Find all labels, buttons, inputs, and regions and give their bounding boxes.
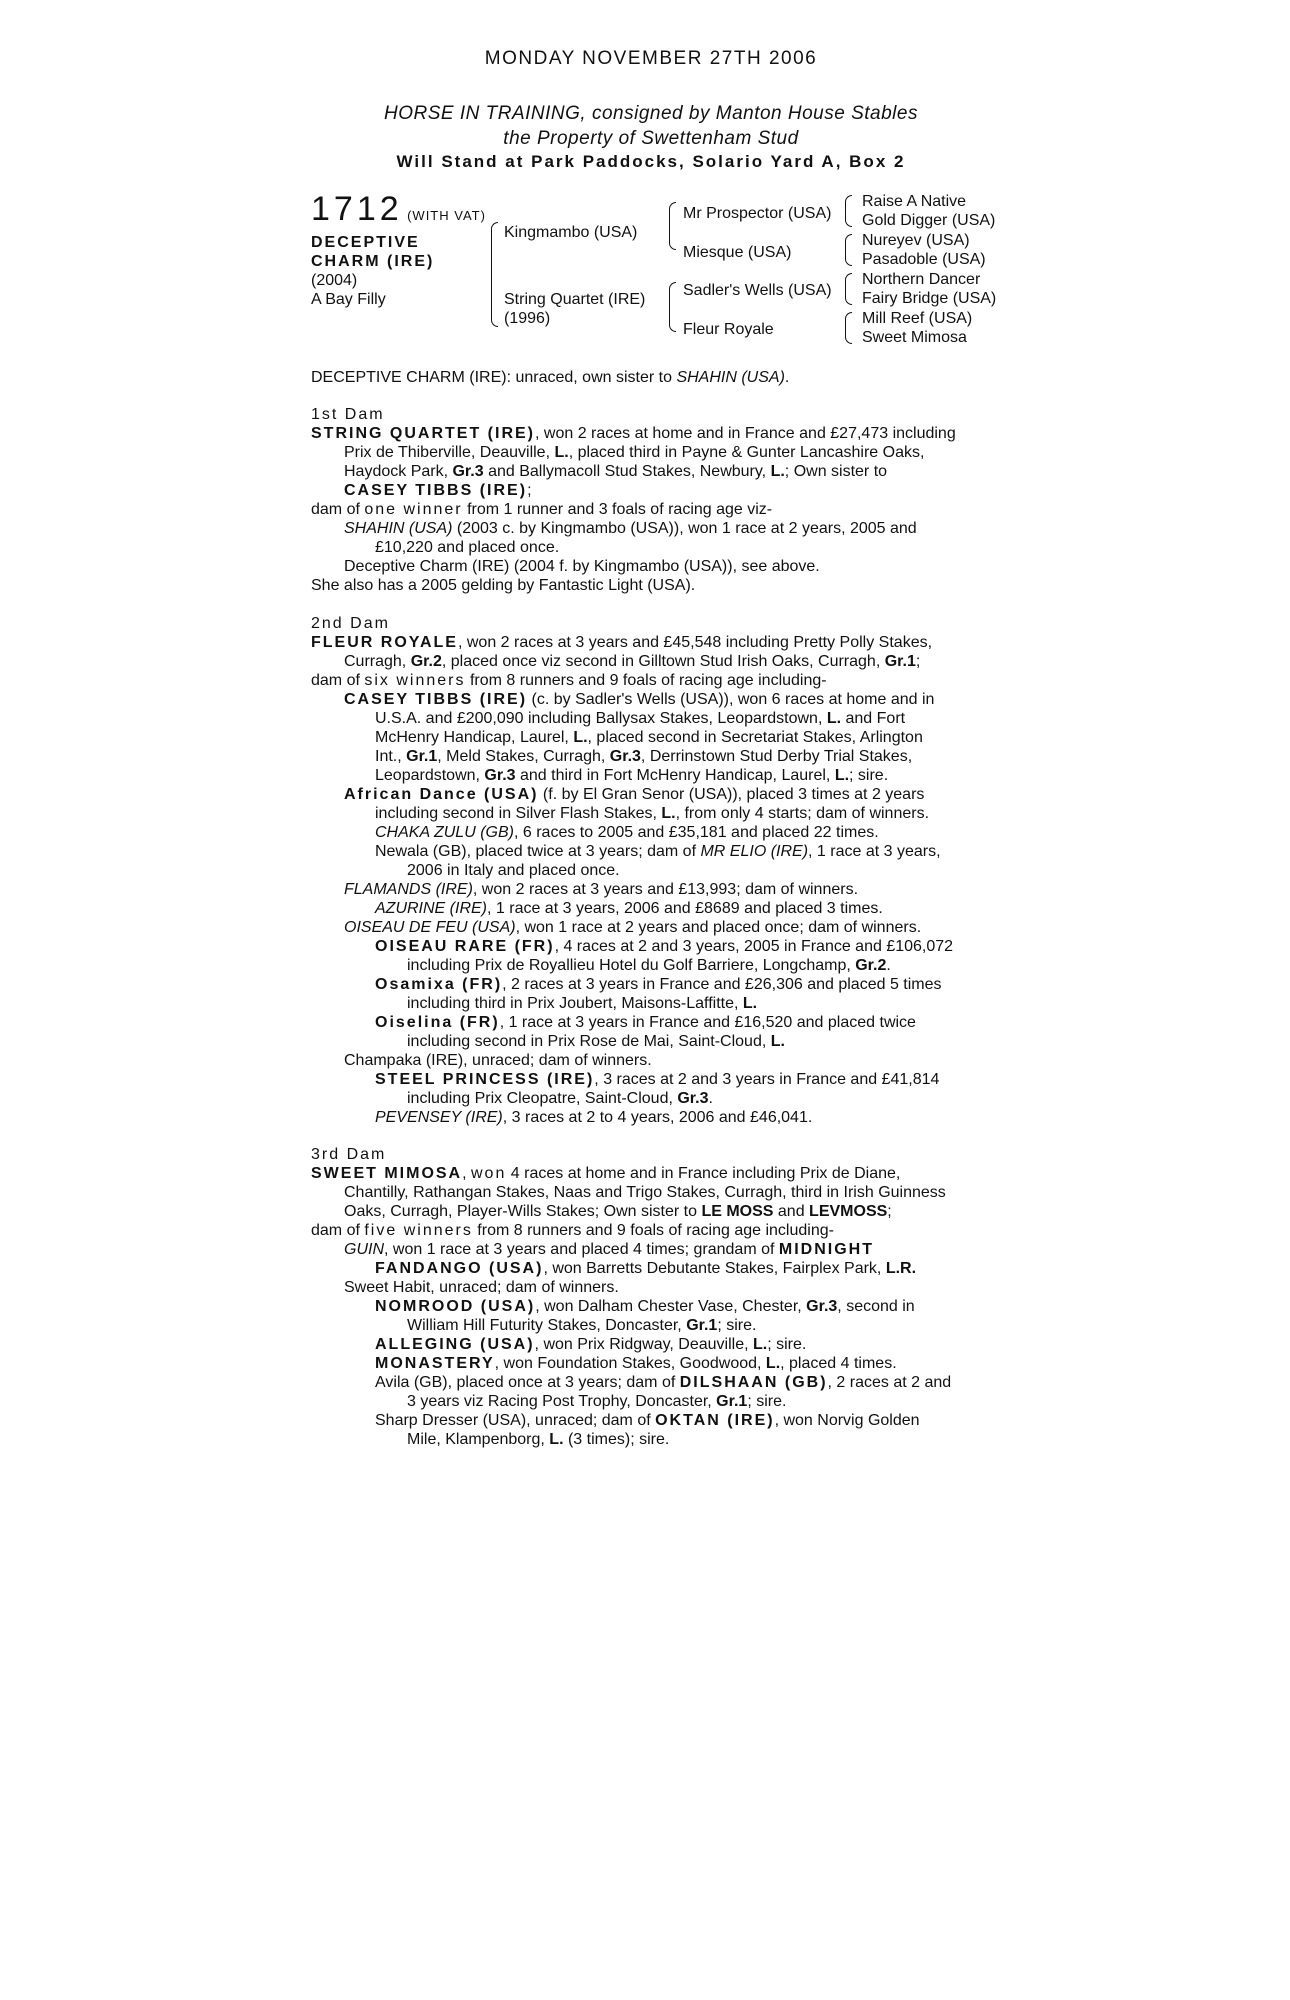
progeny-name: MR ELIO (IRE) xyxy=(700,843,809,860)
text-fragment: . xyxy=(886,957,891,974)
text-line xyxy=(311,633,996,652)
third-dam-section xyxy=(311,1145,996,1449)
text-fragment: (c. by Sadler's Wells (USA)), won 6 races at home and in xyxy=(527,691,935,708)
race-grade: L. xyxy=(753,1336,768,1353)
consignment-line: HORSE IN TRAINING, consigned by Manton House Stables xyxy=(384,103,918,124)
text-line: Chantilly, Rathangan Stakes, Naas and Trigo Stakes, Curragh, third in Irish Guinness xyxy=(344,1184,946,1201)
text-line xyxy=(311,1392,996,1411)
text-fragment: ; sire. xyxy=(717,1317,757,1334)
text-fragment: , 3 races at 2 to 4 years, 2006 and £46,041. xyxy=(502,1109,813,1126)
sire-line-brace xyxy=(669,202,676,250)
race-grade: L. xyxy=(661,805,676,822)
dam-dam-sire: Mill Reef (USA) xyxy=(862,310,973,327)
text-line xyxy=(311,804,996,823)
text-fragment: , 2 races at 3 years in France and £26,306 and placed 5 times xyxy=(502,976,942,993)
text-line xyxy=(311,1070,996,1089)
text-fragment: Int., xyxy=(375,748,407,765)
text-fragment: , 1 race at 3 years in France and £16,520 and placed twice xyxy=(499,1014,916,1031)
text-fragment: from 8 runners and 9 foals of racing age including- xyxy=(465,672,827,689)
text-line xyxy=(311,1411,996,1430)
progeny-name: CHAKA ZULU (GB) xyxy=(375,824,514,841)
text-line xyxy=(311,1354,996,1373)
sire-dam: Miesque (USA) xyxy=(683,244,792,261)
horse-name-line2: CHARM (IRE) xyxy=(311,253,435,270)
foaling-year: (2004) xyxy=(311,272,358,289)
dam-line-brace xyxy=(669,282,676,332)
race-grade: L. xyxy=(826,710,842,727)
intro-text: DECEPTIVE CHARM (IRE): unraced, own sister to xyxy=(311,369,677,386)
text-fragment: Prix de Thiberville, Deauville, xyxy=(344,444,555,461)
relative-name: MIDNIGHT xyxy=(778,1241,874,1258)
race-grade: L. xyxy=(554,444,569,461)
text-fragment: dam of xyxy=(311,1222,365,1239)
text-line xyxy=(311,481,996,500)
race-grade: Gr.1 xyxy=(406,748,438,765)
relative-name: CASEY TIBBS (IRE) xyxy=(344,482,528,499)
text-fragment: including Prix de Royallieu Hotel du Golf Barriere, Longchamp, xyxy=(407,957,856,974)
text-fragment: and Ballymacoll Stud Stakes, Newbury, xyxy=(483,463,771,480)
text-fragment: , won 2 races at 3 years and £13,993; dam of winners. xyxy=(472,881,859,898)
text-fragment: , Meld Stakes, Curragh, xyxy=(437,748,610,765)
text-line xyxy=(311,1316,996,1335)
race-grade: Gr.3 xyxy=(452,463,484,480)
text-line xyxy=(311,462,996,481)
winners-count: five winners xyxy=(364,1222,473,1239)
text-line xyxy=(311,671,996,690)
text-fragment: , won 2 races at home and in France and £27,473 including xyxy=(535,425,956,442)
dam: String Quartet (IRE) xyxy=(504,291,646,308)
progeny-name: SHAHIN (USA) xyxy=(344,520,453,537)
dam-dam: Fleur Royale xyxy=(683,321,774,338)
text-fragment: ; sire. xyxy=(767,1336,807,1353)
text-fragment: Newala (GB), placed twice at 3 years; dam of xyxy=(375,843,701,860)
sire-dam-dam: Pasadoble (USA) xyxy=(862,251,986,268)
text-fragment: including third in Prix Joubert, Maisons-Laffitte, xyxy=(407,995,743,1012)
intro-end: . xyxy=(784,369,790,386)
text-line xyxy=(311,747,996,766)
text-line xyxy=(311,1202,996,1221)
text-line xyxy=(311,785,996,804)
text-fragment: , placed 4 times. xyxy=(780,1355,897,1372)
text-fragment: from 8 runners and 9 foals of racing age including- xyxy=(472,1222,834,1239)
text-fragment: ; xyxy=(915,653,921,670)
text-fragment: , won Norvig Golden xyxy=(774,1412,920,1429)
progeny-name: OISEAU DE FEU (USA) xyxy=(344,919,516,936)
text-fragment: won xyxy=(471,1165,507,1182)
text-fragment: U.S.A. and £200,090 including Ballysax Stakes, Leopardstown, xyxy=(375,710,827,727)
text-fragment: (f. by El Gran Senor (USA)), placed 3 times at 2 years xyxy=(538,786,925,803)
horse-description: A Bay Filly xyxy=(311,291,386,308)
race-grade: Gr.3 xyxy=(806,1298,838,1315)
dam-name: FLEUR ROYALE xyxy=(311,634,458,651)
text-fragment: , 2 races at 2 and xyxy=(827,1374,952,1391)
text-line xyxy=(311,1108,996,1127)
text-fragment: Haydock Park, xyxy=(344,463,453,480)
text-fragment: ; sire. xyxy=(747,1393,787,1410)
text-line: Deceptive Charm (IRE) (2004 f. by Kingmambo (USA)), see above. xyxy=(344,558,820,575)
text-line xyxy=(311,500,996,519)
text-fragment: dam of xyxy=(311,501,365,518)
text-line: £10,220 and placed once. xyxy=(375,539,560,556)
text-line xyxy=(311,1164,996,1183)
text-fragment: , won Dalham Chester Vase, Chester, xyxy=(535,1298,807,1315)
intro-paragraph xyxy=(311,368,996,387)
race-grade: Gr.3 xyxy=(677,1090,709,1107)
text-line xyxy=(311,1297,996,1316)
text-fragment: , won 1 race at 3 years and placed 4 times; grandam of xyxy=(384,1241,779,1258)
text-fragment: Mile, Klampenborg, xyxy=(407,1431,550,1448)
text-fragment: , 4 races at 2 and 3 years, 2005 in France and £106,072 xyxy=(554,938,954,955)
text-line xyxy=(311,1373,996,1392)
text-line xyxy=(311,766,996,785)
text-line xyxy=(311,424,996,443)
race-grade: Gr.1 xyxy=(686,1317,718,1334)
progeny-name: AZURINE (IRE) xyxy=(375,900,487,917)
text-fragment: including second in Silver Flash Stakes, xyxy=(375,805,662,822)
text-fragment: ; sire. xyxy=(849,767,889,784)
text-fragment: , won 2 races at 3 years and £45,548 including Pretty Polly Stakes, xyxy=(457,634,933,651)
text-line xyxy=(311,842,996,861)
text-fragment: (2003 c. by Kingmambo (USA)), won 1 race at 2 years, 2005 and xyxy=(452,520,917,537)
text-fragment: , 3 races at 2 and 3 years in France and £41,814 xyxy=(594,1071,940,1088)
text-fragment: ; xyxy=(527,482,532,499)
progeny-name: STEEL PRINCESS (IRE) xyxy=(375,1071,595,1088)
text-line xyxy=(311,1221,996,1240)
text-fragment: . xyxy=(708,1090,713,1107)
sire-sire-dam: Gold Digger (USA) xyxy=(862,212,996,229)
generation1-brace xyxy=(491,222,498,327)
text-fragment: , second in xyxy=(837,1298,915,1315)
lot-number: 1712 xyxy=(311,190,403,228)
first-dam-section xyxy=(311,405,996,595)
text-line: 2006 in Italy and placed once. xyxy=(407,862,620,879)
intro-sister: SHAHIN (USA) xyxy=(676,369,785,386)
dam-dam-dam: Sweet Mimosa xyxy=(862,329,967,346)
sire-dam-sire: Nureyev (USA) xyxy=(862,232,970,249)
progeny-name: Oiselina (FR) xyxy=(375,1014,500,1031)
winners-count: one winner xyxy=(364,501,463,518)
third-dam-heading: 3rd Dam xyxy=(311,1146,387,1163)
text-fragment: , Derrinstown Stud Derby Trial Stakes, xyxy=(640,748,913,765)
text-line xyxy=(311,1089,996,1108)
race-grade: L. xyxy=(765,1355,781,1372)
race-grade: L. xyxy=(549,1431,564,1448)
dam-year: (1996) xyxy=(504,310,551,327)
vat-note: (WITH VAT) xyxy=(407,208,486,223)
progeny-name: Osamixa (FR) xyxy=(375,976,503,993)
text-line xyxy=(311,1240,996,1259)
race-grade: Gr.2 xyxy=(410,653,442,670)
text-fragment: Oaks, Curragh, Player-Wills Stakes; Own sister to xyxy=(344,1203,702,1220)
relative-name: LEVMOSS xyxy=(809,1203,888,1220)
text-fragment: McHenry Handicap, Laurel, xyxy=(375,729,574,746)
text-line xyxy=(311,1335,996,1354)
first-dam-heading: 1st Dam xyxy=(311,406,385,423)
text-line: She also has a 2005 gelding by Fantastic Light (USA). xyxy=(311,577,696,594)
text-fragment: , won Prix Ridgway, Deauville, xyxy=(534,1336,753,1353)
text-fragment: and xyxy=(773,1203,810,1220)
progeny-name: OISEAU RARE (FR) xyxy=(375,938,555,955)
text-fragment: , won Foundation Stakes, Goodwood, xyxy=(494,1355,766,1372)
gen3-brace-4 xyxy=(845,312,852,344)
dam-sire-dam: Fairy Bridge (USA) xyxy=(862,290,997,307)
text-line xyxy=(311,899,996,918)
text-line xyxy=(311,1259,996,1278)
race-grade: L.R. xyxy=(885,1260,917,1277)
dam-name: STRING QUARTET (IRE) xyxy=(311,425,535,442)
progeny-name: CASEY TIBBS (IRE) xyxy=(344,691,528,708)
text-fragment: Sharp Dresser (USA), unraced; dam of xyxy=(375,1412,656,1429)
text-line: Sweet Habit, unraced; dam of winners. xyxy=(344,1279,619,1296)
text-fragment: including Prix Cleopatre, Saint-Cloud, xyxy=(407,1090,678,1107)
property-line: the Property of Swettenham Stud xyxy=(503,128,799,149)
race-grade: L. xyxy=(770,1033,785,1050)
relative-name: LE MOSS xyxy=(701,1203,774,1220)
text-fragment: , placed once viz second in Gilltown Stud Irish Oaks, Curragh, xyxy=(441,653,885,670)
race-grade: Gr.3 xyxy=(484,767,516,784)
text-fragment: 4 races at home and in France including Prix de Diane, xyxy=(506,1165,901,1182)
text-line xyxy=(311,1032,996,1051)
text-line xyxy=(311,880,996,899)
race-grade: L. xyxy=(742,995,758,1012)
text-fragment: from 1 runner and 3 foals of racing age viz- xyxy=(462,501,773,518)
text-fragment: Avila (GB), placed once at 3 years; dam of xyxy=(375,1374,680,1391)
horse-name-line1: DECEPTIVE xyxy=(311,234,420,251)
text-fragment: ; xyxy=(887,1203,892,1220)
text-fragment: , 6 races to 2005 and £35,181 and placed 22 times. xyxy=(513,824,879,841)
sale-date: MONDAY NOVEMBER 27TH 2006 xyxy=(484,48,818,69)
progeny-name: GUIN xyxy=(344,1241,384,1258)
text-line xyxy=(311,690,996,709)
progeny-name: NOMROOD (USA) xyxy=(375,1298,536,1315)
text-fragment: , placed third in Payne & Gunter Lancashire Oaks, xyxy=(568,444,925,461)
second-dam-heading: 2nd Dam xyxy=(311,615,390,632)
text-line xyxy=(311,709,996,728)
text-fragment: , 1 race at 3 years, 2006 and £8689 and placed 3 times. xyxy=(487,900,883,917)
dam-sire-sire: Northern Dancer xyxy=(862,271,981,288)
text-fragment: (3 times); sire. xyxy=(563,1431,670,1448)
text-line xyxy=(311,823,996,842)
gen3-brace-1 xyxy=(845,195,852,227)
race-grade: Gr.1 xyxy=(716,1393,748,1410)
text-fragment: , 1 race at 3 years, xyxy=(808,843,941,860)
text-fragment: and Fort xyxy=(841,710,906,727)
dam-name: SWEET MIMOSA xyxy=(311,1165,463,1182)
progeny-name: ALLEGING (USA) xyxy=(375,1336,535,1353)
sire-sire-sire: Raise A Native xyxy=(862,193,967,210)
text-fragment: ; Own sister to xyxy=(784,463,888,480)
text-fragment: and third in Fort McHenry Handicap, Laurel, xyxy=(515,767,835,784)
text-line: Champaka (IRE), unraced; dam of winners. xyxy=(344,1052,652,1069)
race-grade: Gr.2 xyxy=(855,957,887,974)
race-grade: L. xyxy=(770,463,785,480)
text-fragment: , xyxy=(462,1165,471,1182)
gen3-brace-3 xyxy=(845,273,852,305)
race-grade: Gr.3 xyxy=(609,748,641,765)
text-fragment: , from only 4 starts; dam of winners. xyxy=(675,805,930,822)
text-line xyxy=(311,519,996,538)
text-line xyxy=(311,1013,996,1032)
lot-number-line xyxy=(311,192,486,226)
pedigree-block xyxy=(311,192,1011,352)
progeny-name: MONASTERY xyxy=(375,1355,495,1372)
text-line xyxy=(311,728,996,747)
text-fragment: William Hill Futurity Stakes, Doncaster, xyxy=(407,1317,687,1334)
text-fragment: Curragh, xyxy=(344,653,411,670)
text-fragment: Leopardstown, xyxy=(375,767,485,784)
text-fragment: , placed second in Secretariat Stakes, Arlington xyxy=(587,729,923,746)
text-line xyxy=(311,652,996,671)
text-fragment: dam of xyxy=(311,672,365,689)
dam-sire: Sadler's Wells (USA) xyxy=(683,282,832,299)
race-grade: Gr.1 xyxy=(884,653,916,670)
stand-location: Will Stand at Park Paddocks, Solario Yard A, Box 2 xyxy=(396,152,906,171)
text-line xyxy=(311,1430,996,1449)
winners-count: six winners xyxy=(364,672,466,689)
progeny-name: PEVENSEY (IRE) xyxy=(375,1109,503,1126)
text-line xyxy=(311,937,996,956)
race-grade: L. xyxy=(573,729,588,746)
progeny-name: DILSHAAN (GB) xyxy=(679,1374,828,1391)
relative-name: FANDANGO (USA) xyxy=(375,1260,544,1277)
text-fragment: , won Barretts Debutante Stakes, Fairplex Park, xyxy=(543,1260,886,1277)
progeny-name: African Dance (USA) xyxy=(344,786,539,803)
text-fragment: including second in Prix Rose de Mai, Saint-Cloud, xyxy=(407,1033,771,1050)
text-fragment: 3 years viz Racing Post Trophy, Doncaster, xyxy=(407,1393,717,1410)
progeny-name: FLAMANDS (IRE) xyxy=(344,881,473,898)
progeny-name: OKTAN (IRE) xyxy=(655,1412,775,1429)
race-grade: L. xyxy=(834,767,850,784)
text-line xyxy=(311,918,996,937)
sire-sire: Mr Prospector (USA) xyxy=(683,205,832,222)
text-line xyxy=(311,443,996,462)
gen3-brace-2 xyxy=(845,234,852,266)
second-dam-section xyxy=(311,614,996,1127)
text-line xyxy=(311,994,996,1013)
text-line xyxy=(311,975,996,994)
text-fragment: , won 1 race at 2 years and placed once; dam of winners. xyxy=(515,919,922,936)
text-line xyxy=(311,956,996,975)
sire: Kingmambo (USA) xyxy=(504,224,638,241)
